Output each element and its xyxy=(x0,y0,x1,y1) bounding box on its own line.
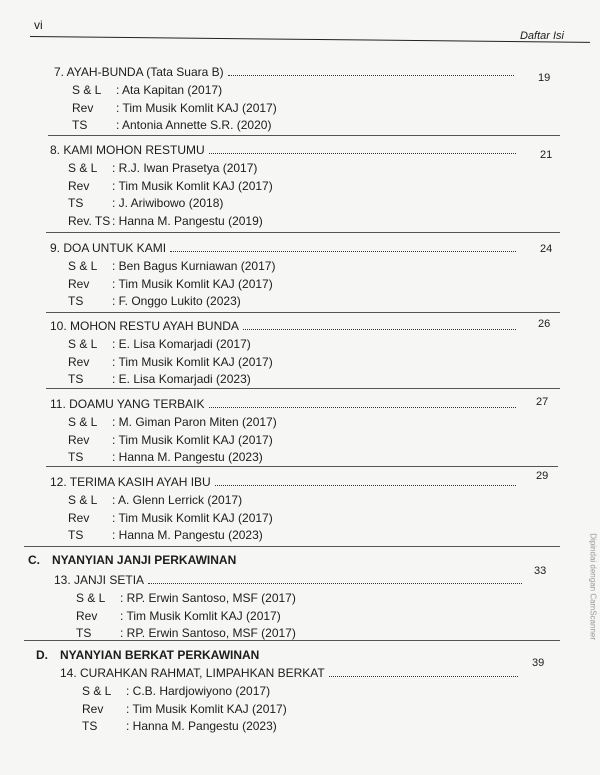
credit-role: Rev xyxy=(68,276,90,291)
credit-text: : Tim Musik Komlit KAJ (2017) xyxy=(112,178,273,193)
credit-role: TS xyxy=(76,626,92,640)
page-ref: 21 xyxy=(540,149,553,161)
credit-role: TS xyxy=(68,294,84,308)
scanner-watermark: Dipindai dengan CamScanner xyxy=(589,533,598,640)
credit-role: TS xyxy=(82,719,98,733)
divider xyxy=(24,546,560,547)
credit-role: Rev xyxy=(76,608,98,623)
credit-role: TS xyxy=(68,372,84,386)
section-title: NYANYIAN BERKAT PERKAWINAN xyxy=(60,648,260,662)
credit-text: : Tim Musik Komlit KAJ (2017) xyxy=(126,701,287,716)
credit-text: : C.B. Hardjowiyono (2017) xyxy=(126,684,271,698)
credit-text: : M. Giman Paron Miten (2017) xyxy=(112,415,277,429)
entry-title: 8. KAMI MOHON RESTUMU xyxy=(50,143,205,157)
section-title: NYANYIAN JANJI PERKAWINAN xyxy=(52,553,237,567)
entry-title: 11. DOAMU YANG TERBAIK xyxy=(50,397,205,411)
credit-role: S & L xyxy=(72,83,102,97)
page-ref: 19 xyxy=(538,72,551,84)
credit-text: : Ata Kapitan (2017) xyxy=(116,83,223,97)
credit-text: : RP. Erwin Santoso, MSF (2017) xyxy=(120,626,296,640)
credit-text: : Hanna M. Pangestu (2023) xyxy=(112,528,263,542)
entry-title: 10. MOHON RESTU AYAH BUNDA xyxy=(50,319,239,333)
entry-title: 9. DOA UNTUK KAMI xyxy=(50,241,167,255)
credit-role: Rev xyxy=(68,510,90,525)
divider xyxy=(46,312,560,313)
toc-entry-11 xyxy=(50,396,520,467)
toc-entry-10 xyxy=(50,318,520,389)
credit-role: S & L xyxy=(68,493,98,507)
credit-role: S & L xyxy=(76,591,106,605)
divider xyxy=(48,135,560,136)
credit-text: : Hanna M. Pangestu (2019) xyxy=(112,213,263,228)
credit-text: : Tim Musik Komlit KAJ (2017) xyxy=(112,276,273,291)
credit-role: S & L xyxy=(82,684,112,698)
credit-text: : Tim Musik Komlit KAJ (2017) xyxy=(120,608,281,623)
entry-title: 14. CURAHKAN RAHMAT, LIMPAHKAN BERKAT xyxy=(60,666,325,680)
credit-text: : Hanna M. Pangestu (2023) xyxy=(112,450,263,464)
credit-text: : E. Lisa Komarjadi (2017) xyxy=(112,337,251,351)
credit-text: : RP. Erwin Santoso, MSF (2017) xyxy=(120,591,296,605)
header-rule xyxy=(30,36,590,43)
credit-text: : Hanna M. Pangestu (2023) xyxy=(126,719,277,733)
page-ref: 29 xyxy=(536,470,549,482)
credit-role: TS xyxy=(68,528,84,542)
credit-text: : J. Ariwibowo (2018) xyxy=(112,196,224,210)
credit-role: S & L xyxy=(68,161,98,175)
credit-role: Rev. TS xyxy=(68,213,111,228)
credit-text: : Tim Musik Komlit KAJ (2017) xyxy=(116,100,277,115)
toc-entry-14 xyxy=(60,665,522,736)
header-title: Daftar Isi xyxy=(519,30,564,42)
credit-role: S & L xyxy=(68,259,98,273)
divider xyxy=(46,388,560,389)
section-heading-c xyxy=(28,553,236,567)
credit-role: S & L xyxy=(68,415,98,429)
credit-text: : Tim Musik Komlit KAJ (2017) xyxy=(112,432,273,447)
divider xyxy=(24,640,560,641)
divider xyxy=(46,466,558,467)
credit-text: : Ben Bagus Kurniawan (2017) xyxy=(112,259,276,273)
credit-role: Rev xyxy=(82,701,104,716)
entry-title: 13. JANJI SETIA xyxy=(54,573,145,587)
toc-entry-12 xyxy=(50,474,520,545)
page-ref: 33 xyxy=(534,565,547,577)
entry-title: 7. AYAH-BUNDA (Tata Suara B) xyxy=(54,65,224,79)
page-number: vi xyxy=(34,18,43,32)
credit-role: TS xyxy=(68,196,84,210)
credit-text: : Tim Musik Komlit KAJ (2017) xyxy=(112,510,273,525)
credit-text: : F. Onggo Lukito (2023) xyxy=(112,294,241,308)
toc-entry-13 xyxy=(54,572,526,643)
page-ref: 27 xyxy=(536,396,549,408)
section-letter: C. xyxy=(28,553,40,567)
entry-title: 12. TERIMA KASIH AYAH IBU xyxy=(50,475,211,489)
section-letter: D. xyxy=(36,648,48,662)
credit-text: : Antonia Annette S.R. (2020) xyxy=(116,118,272,132)
credit-role: Rev xyxy=(72,100,94,115)
credit-text: : R.J. Iwan Prasetya (2017) xyxy=(112,161,258,175)
toc-entry-8 xyxy=(50,142,520,230)
credit-role: Rev xyxy=(68,178,90,193)
page-ref: 24 xyxy=(540,243,553,255)
credit-text: : A. Glenn Lerrick (2017) xyxy=(112,493,243,507)
divider xyxy=(46,232,560,233)
section-heading-d xyxy=(36,648,259,662)
toc-entry-7 xyxy=(54,64,518,135)
credit-role: S & L xyxy=(68,337,98,351)
credit-text: : Tim Musik Komlit KAJ (2017) xyxy=(112,354,273,369)
credit-role: TS xyxy=(68,450,84,464)
page-ref: 26 xyxy=(538,318,551,330)
credit-role: TS xyxy=(72,118,88,132)
toc-entry-9 xyxy=(50,240,520,311)
credit-role: Rev xyxy=(68,354,90,369)
page-ref: 39 xyxy=(532,657,545,669)
credit-text: : E. Lisa Komarjadi (2023) xyxy=(112,372,251,386)
credit-role: Rev xyxy=(68,432,90,447)
